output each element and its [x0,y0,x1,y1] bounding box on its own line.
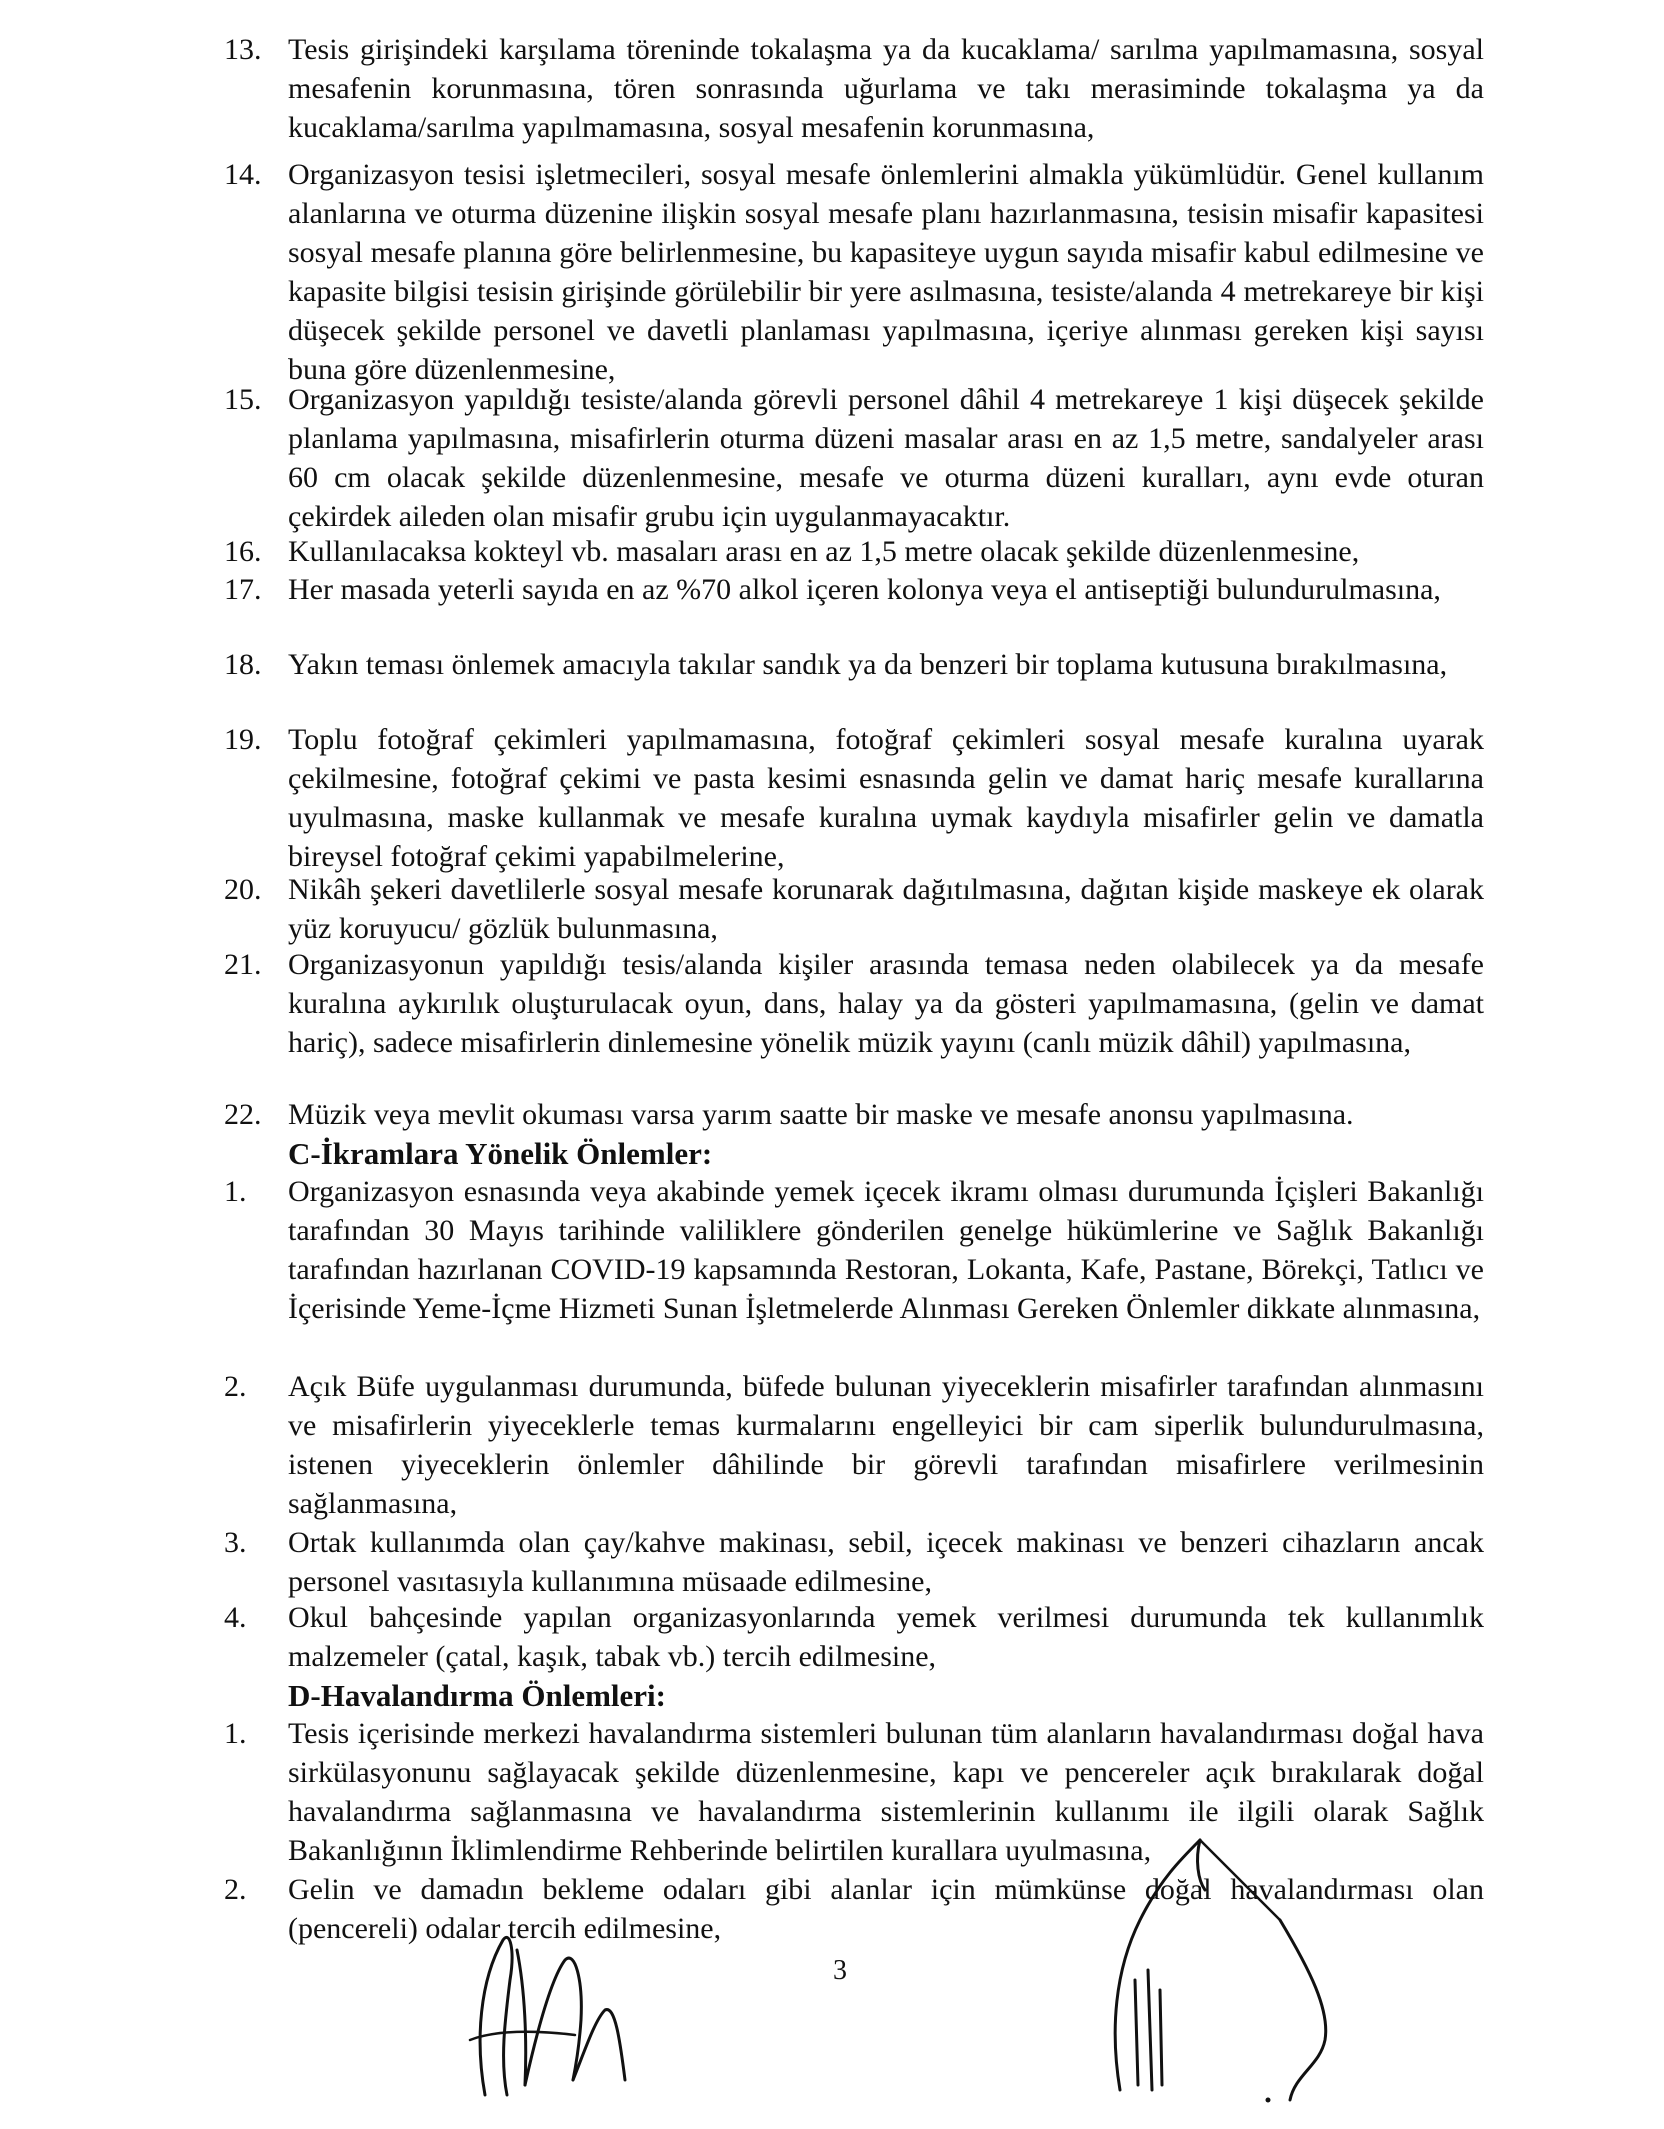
item-number: 22. [224,1098,262,1131]
item-number: 2. [224,1873,247,1906]
list-item [224,532,1484,571]
item-text: Nikâh şekeri davetlilerle sosyal mesafe korunarak dağıtılmasına, dağıtan kişide maskeye ek olarak yüz koruyucu/ gözlük bulunmasına, [288,873,1484,945]
list-item [224,1172,1484,1328]
section-heading: D-Havalandırma Önlemleri: [288,1678,666,1713]
list-item [224,870,1484,948]
item-text: Müzik veya mevlit okuması varsa yarım saatte bir maske ve mesafe anonsu yapılmasına. [288,1098,1354,1131]
page-number: 3 [833,1955,847,1986]
signature-left [455,1920,655,2110]
item-text: Toplu fotoğraf çekimleri yapılmamasına, fotoğraf çekimleri sosyal mesafe kuralına uyarak çekilmesine, fotoğraf çekimi ve pasta kesimi esnasında gelin ve damat hariç mesafe kurallarına uyulmasına, maske kullanmak ve mesafe kuralına uymak kaydıyla misafirler gelin ve damatla bireysel fotoğraf çekimi yapabilmelerine, [288,723,1484,873]
item-text: Organizasyon esnasında veya akabinde yemek içecek ikramı olması durumunda İçişleri Bakanlığı tarafından 30 Mayıs tarihinde valiliklere gönderilen genelge hükümlerine ve Sağlık Bakanlığı tarafından hazırlanan COVID-19 kapsamında Restoran, Lokanta, Kafe, Pastane, Börekçi, Tatlıcı ve İçerisinde Yeme-İçme Hizmeti Sunan İşletmelerde Alınması Gereken Önlemler dikkate alınmasına, [288,1175,1484,1325]
item-number: 19. [224,723,262,756]
signature-right [1080,1800,1360,2110]
list-item [224,945,1484,1062]
item-text: Okul bahçesinde yapılan organizasyonlarında yemek verilmesi durumunda tek kullanımlık malzemeler (çatal, kaşık, tabak vb.) tercih edilmesine, [288,1601,1484,1673]
item-number: 4. [224,1601,247,1634]
list-item [224,1598,1484,1676]
item-text: Tesis içerisinde merkezi havalandırma sistemleri bulunan tüm alanların havalandırması doğal hava sirkülasyonunu sağlayacak şekilde düzenlenmesine, kapı ve pencereler açık bırakılarak doğal havalandırma sağlanmasına ve havalandırma sistemlerinin kullanımı ile ilgili olarak Sağlık Bakanlığının İklimlendirme Rehberinde belirtilen kurallara uyulmasına, [288,1717,1484,1867]
item-number: 2. [224,1370,247,1403]
list-item [224,1095,1484,1134]
item-number: 3. [224,1526,247,1559]
item-number: 14. [224,158,262,191]
list-item [224,30,1484,147]
item-number: 1. [224,1175,247,1208]
list-item [224,720,1484,876]
item-text: Kullanılacaksa kokteyl vb. masaları arası en az 1,5 metre olacak şekilde düzenlenmesine, [288,535,1360,568]
item-text: Organizasyonun yapıldığı tesis/alanda kişiler arasında temasa neden olabilecek ya da mesafe kuralına aykırılık oluşturulacak oyun, dans, halay ya da gösteri yapılmamasına, (gelin ve damat hariç), sadece misafirlerin dinlemesine yönelik müzik yayını (canlı müzik dâhil) yapılmasına, [288,948,1484,1059]
list-item [224,645,1484,684]
item-number: 1. [224,1717,247,1750]
list-item [224,155,1484,389]
item-number: 13. [224,33,262,66]
list-item [224,1367,1484,1523]
item-text: Ortak kullanımda olan çay/kahve makinası, sebil, içecek makinası ve benzeri cihazların ancak personel vasıtasıyla kullanımına müsaade edilmesine, [288,1526,1484,1598]
item-text: Yakın teması önlemek amacıyla takılar sandık ya da benzeri bir toplama kutusuna bırakılmasına, [288,648,1448,681]
item-number: 16. [224,535,262,568]
item-text: Organizasyon tesisi işletmecileri, sosyal mesafe önlemlerini almakla yükümlüdür. Genel kullanım alanlarına ve oturma düzenine ilişkin sosyal mesafe planı hazırlanmasına, tesisin misafir kapasitesi sosyal mesafe planına göre belirlenmesine, bu kapasiteye uygun sayıda misafir kabul edilmesine ve kapasite bilgisi tesisin girişinde görülebilir bir yere asılmasına, tesiste/alanda 4 metrekareye bir kişi düşecek şekilde personel ve davetli planlaması yapılmasına, içeriye alınması gereken kişi sayısı buna göre düzenlenmesine, [288,158,1484,386]
item-text: Her masada yeterli sayıda en az %70 alkol içeren kolonya veya el antiseptiği bulundurulmasına, [288,573,1441,606]
list-item [224,380,1484,536]
list-item [224,570,1484,609]
item-text: Açık Büfe uygulanması durumunda, büfede bulunan yiyeceklerin misafirler tarafından alınmasını ve misafirlerin yiyeceklerle temas kurmalarını engelleyici bir cam siperlik bulundurulmasına, istenen yiyeceklerin önlemler dâhilinde bir görevli tarafından misafirlere verilmesinin sağlanmasına, [288,1370,1484,1520]
list-item [224,1523,1484,1601]
item-text: Gelin ve damadın bekleme odaları gibi alanlar için mümkünse doğal havalandırması olan (pencereli) odalar tercih edilmesine, [288,1873,1484,1945]
item-number: 21. [224,948,262,981]
item-number: 17. [224,573,262,606]
item-number: 20. [224,873,262,906]
item-number: 18. [224,648,262,681]
section-heading: C-İkramlara Yönelik Önlemler: [288,1136,713,1171]
item-number: 15. [224,383,262,416]
item-text: Tesis girişindeki karşılama töreninde tokalaşma ya da kucaklama/ sarılma yapılmamasına, sosyal mesafenin korunmasına, tören sonrasında uğurlama ve takı merasiminde tokalaşma ya da kucaklama/sarılma yapılmamasına, sosyal mesafenin korunmasına, [288,33,1484,144]
item-text: Organizasyon yapıldığı tesiste/alanda görevli personel dâhil 4 metrekareye 1 kişi düşecek şekilde planlama yapılmasına, misafirlerin oturma düzeni masalar arası en az 1,5 metre, sandalyeler arası 60 cm olacak şekilde düzenlenmesine, mesafe ve oturma düzeni kuralları, aynı evde oturan çekirdek aileden olan misafir grubu için uygulanmayacaktır. [288,383,1484,533]
